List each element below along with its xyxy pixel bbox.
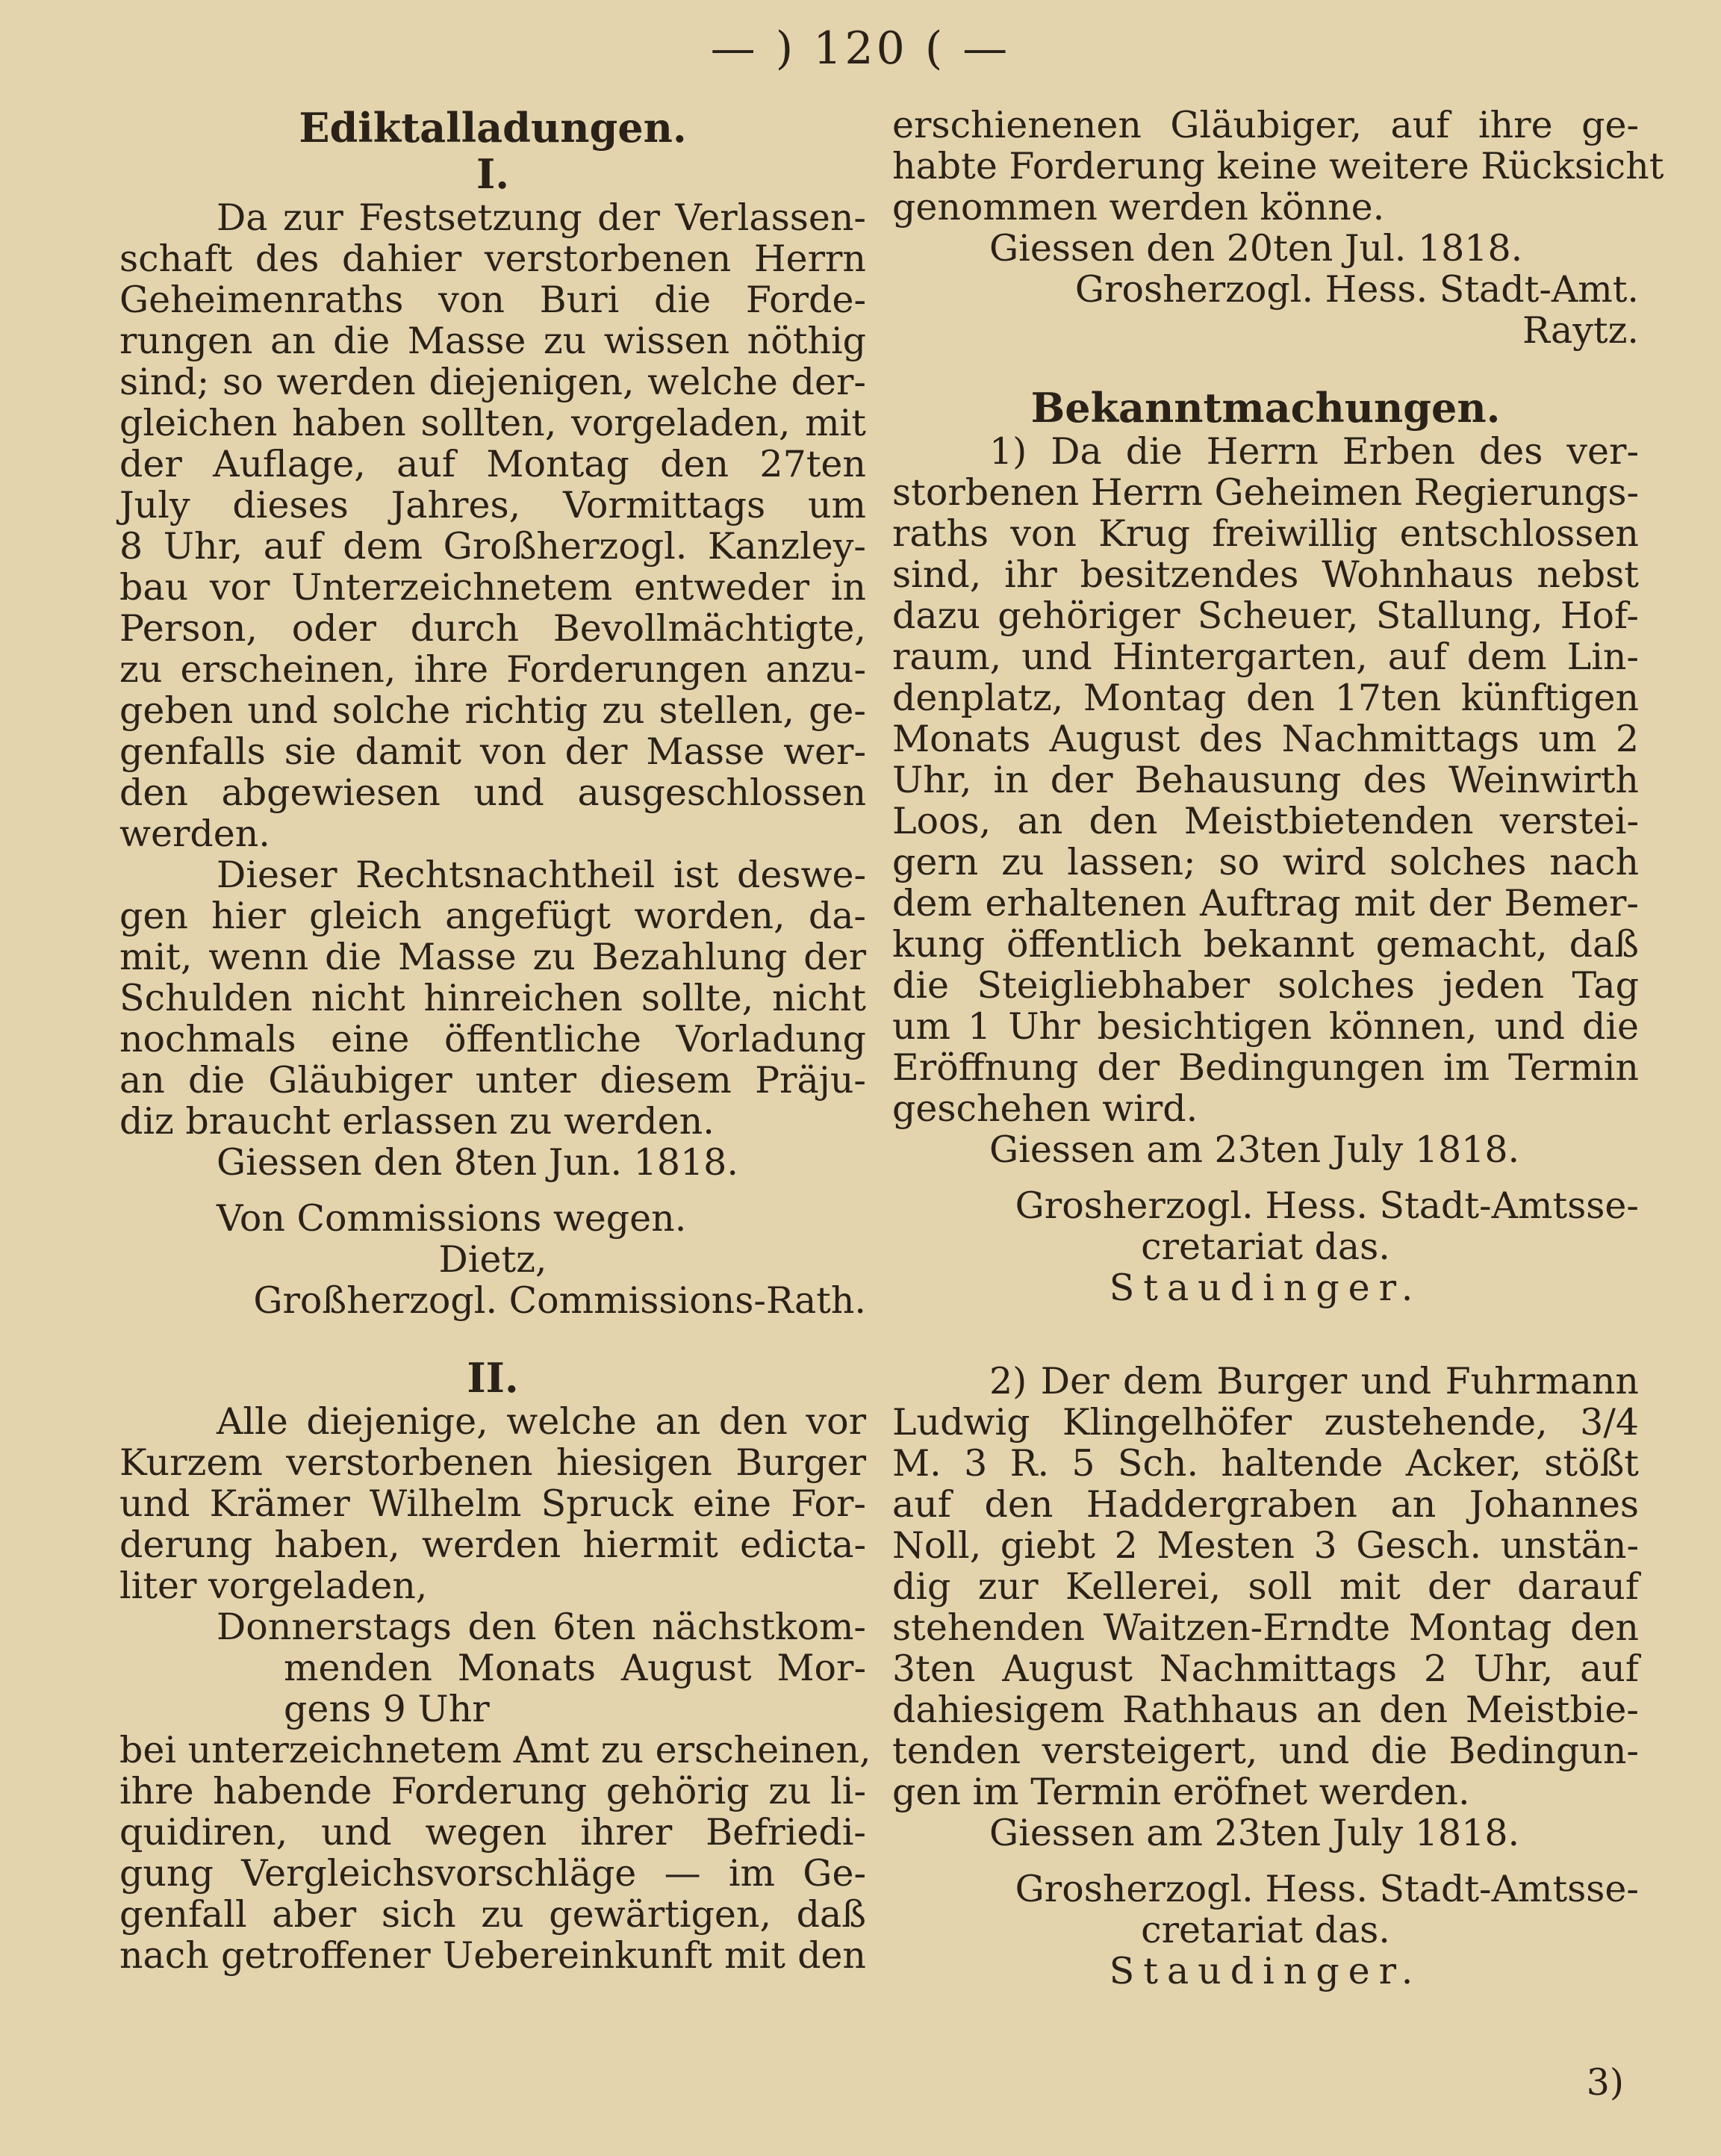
text-line: raum, und Hintergarten, auf dem Lin- [892, 636, 1639, 678]
notice-1-body [119, 197, 866, 1321]
text-line: bei unterzeichnetem Amt zu erscheinen, [119, 1729, 871, 1771]
announcement-1-signature-office: Grosherzogl. Hess. Stadt-Amtsse- [1015, 1184, 1639, 1227]
announcement-1-signature-name: Staudinger. [1109, 1267, 1422, 1309]
text-line: genfalls sie damit von der Masse wer- [119, 730, 866, 773]
text-line: Da zur Festsetzung der Verlassen- [217, 196, 866, 239]
text-line: und Krämer Wilhelm Spruck eine For- [119, 1482, 866, 1525]
announcement-2-date: Giessen am 23ten July 1818. [989, 1812, 1520, 1854]
text-line: zu erscheinen, ihre Forderungen anzu- [119, 648, 866, 691]
text-line: werden. [119, 813, 270, 855]
text-line: dazu gehöriger Scheuer, Stallung, Hof- [892, 594, 1639, 637]
text-line: habte Forderung keine weitere Rücksicht [892, 145, 1664, 187]
text-line: derung haben, werden hiermit edicta- [119, 1523, 866, 1566]
notice-1-signature-title: Großherzogl. Commissions-Rath. [253, 1279, 866, 1322]
left-column [119, 104, 871, 1977]
notice-1-signature-line-1: Von Commissions wegen. [217, 1197, 687, 1240]
text-line: geschehen wird. [892, 1087, 1198, 1130]
announcement-2-signature-office: Grosherzogl. Hess. Stadt-Amtsse- [1015, 1868, 1639, 1910]
text-line: quidiren, und wegen ihrer Befriedi- [119, 1811, 866, 1854]
text-line: genfall aber sich zu gewärtigen, daß [119, 1893, 866, 1936]
text-line: Eröffnung der Bedingungen im Termin [892, 1046, 1639, 1089]
announcement-2-body [892, 1361, 1639, 1992]
text-line: gen im Termin eröfnet werden. [892, 1771, 1470, 1813]
text-line: bau vor Unterzeichnetem entweder in [119, 566, 866, 609]
text-line: denplatz, Montag den 17ten künftigen [892, 677, 1639, 719]
announcement-2-signature-name: Staudinger. [1109, 1950, 1422, 1992]
text-line: M. 3 R. 5 Sch. haltende Acker, stößt [892, 1442, 1639, 1485]
continuation-signature-office: Grosherzogl. Hess. Stadt-Amt. [1074, 268, 1639, 311]
text-line: dem erhaltenen Auftrag mit der Bemer- [892, 882, 1639, 925]
text-line: July dieses Jahres, Vormittags um [119, 484, 866, 526]
text-line: Ludwig Klingelhöfer zustehende, 3/4 [892, 1401, 1639, 1444]
text-line: Loos, an den Meistbietenden verstei- [892, 800, 1639, 842]
text-line: liter vorgeladen, [119, 1565, 428, 1607]
text-line: Kurzem verstorbenen hiesigen Burger [119, 1441, 866, 1484]
announcement-1-date: Giessen am 23ten July 1818. [989, 1128, 1520, 1171]
notice-1-date: Giessen den 8ten Jun. 1818. [217, 1141, 738, 1184]
page-number: — ) 120 ( — [710, 22, 1011, 75]
text-line: Dieser Rechtsnachtheil ist deswe- [217, 854, 866, 896]
continuation-body [892, 104, 1664, 352]
text-line: nach getroffener Uebereinkunft mit den [119, 1934, 866, 1977]
text-line: gern zu lassen; so wird solches nach [892, 841, 1639, 883]
text-line: genommen werden könne. [892, 186, 1385, 229]
text-line: dig zur Kellerei, soll mit der darauf [892, 1565, 1639, 1608]
text-line: 3ten August Nachmittags 2 Uhr, auf [892, 1647, 1639, 1690]
announcement-2-signature-office-cont: cretariat das. [1141, 1909, 1390, 1951]
text-line: Noll, giebt 2 Mesten 3 Gesch. unstän- [892, 1524, 1639, 1567]
text-line: stehenden Waitzen-Erndte Montag den [892, 1606, 1639, 1649]
text-line: dahiesigem Rathhaus an den Meistbie- [892, 1689, 1639, 1731]
text-line: an die Gläubiger unter diesem Präju- [119, 1059, 866, 1102]
text-line: die Steigliebhaber solches jeden Tag [892, 964, 1639, 1007]
text-line: Geheimenraths von Buri die Forde- [119, 279, 866, 321]
section-title-announcements: Bekanntmachungen. [1030, 384, 1501, 432]
text-line: rungen an die Masse zu wissen nöthig [119, 320, 866, 362]
text-line: storbenen Herrn Geheimen Regierungs- [892, 471, 1640, 514]
continuation-date: Giessen den 20ten Jul. 1818. [989, 227, 1523, 270]
text-line: erschienenen Gläubiger, auf ihre ge- [892, 104, 1639, 146]
notice-2-body [119, 1400, 871, 1977]
text-line: der Auflage, auf Montag den 27ten [119, 443, 866, 485]
text-line: tenden versteigert, und die Bedingun- [892, 1730, 1639, 1772]
right-column [892, 104, 1664, 1992]
text-line: geben und solche richtig zu stellen, ge- [119, 689, 866, 732]
text-line: gen hier gleich angefügt worden, da- [119, 895, 866, 937]
text-line: den abgewiesen und ausgeschlossen [119, 771, 866, 814]
text-line: Donnerstags den 6ten nächstkom- [217, 1606, 866, 1648]
announcement-1-signature-office-cont: cretariat das. [1141, 1225, 1390, 1268]
text-line: sind, ihr besitzendes Wohnhaus nebst [892, 553, 1639, 596]
text-line: gens 9 Uhr [284, 1688, 490, 1730]
text-line: Alle diejenige, welche an den vor [217, 1400, 866, 1443]
text-line: ihre habende Forderung gehörig zu li- [119, 1770, 866, 1812]
text-line: um 1 Uhr besichtigen können, und die [892, 1005, 1639, 1048]
text-line: gung Vergleichsvorschläge — im Ge- [119, 1852, 866, 1895]
text-line: auf den Haddergraben an Johannes [892, 1483, 1639, 1526]
catchword: 3) [1586, 2061, 1624, 2104]
text-line: gleichen haben sollten, vorgeladen, mit [119, 402, 866, 444]
text-line: raths von Krug freiwillig entschlossen [892, 512, 1639, 555]
notice-number-2: II. [467, 1354, 519, 1402]
text-line: kung öffentlich bekannt gemacht, daß [892, 923, 1639, 966]
text-line: sind; so werden diejenigen, welche der- [119, 361, 866, 403]
text-line: 2) Der dem Burger und Fuhrmann [989, 1360, 1639, 1402]
text-line: nochmals eine öffentliche Vorladung [119, 1018, 866, 1060]
text-line: schaft des dahier verstorbenen Herrn [119, 237, 866, 280]
announcement-1-body [892, 431, 1639, 1308]
text-line: Person, oder durch Bevollmächtigte, [119, 607, 866, 650]
text-line: Schulden nicht hinreichen sollte, nicht [119, 977, 866, 1019]
text-line: Monats August des Nachmittags um 2 [892, 718, 1639, 760]
text-line: 8 Uhr, auf dem Großherzogl. Kanzley- [119, 525, 866, 568]
text-line: 1) Da die Herrn Erben des ver- [989, 430, 1639, 473]
continuation-signature-name: Raytz. [1522, 309, 1639, 352]
text-line: Uhr, in der Behausung des Weinwirth [892, 759, 1639, 801]
notice-number-1: I. [476, 150, 510, 198]
text-line: mit, wenn die Masse zu Bezahlung der [119, 936, 866, 978]
notice-1-signature-name: Dietz, [438, 1238, 547, 1281]
text-line: diz braucht erlassen zu werden. [119, 1100, 715, 1143]
text-line: menden Monats August Mor- [284, 1647, 866, 1689]
section-title-edictal: Ediktalladungen. [299, 104, 687, 152]
